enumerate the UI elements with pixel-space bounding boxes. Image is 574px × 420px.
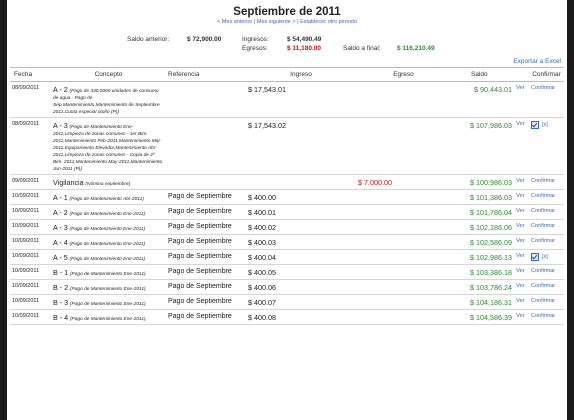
row-concept-code: B - 3	[53, 298, 69, 307]
saldo-anterior-value: $ 72,900.00	[187, 36, 222, 43]
row-concept	[51, 265, 166, 280]
row-reference: Pago de Septiembre	[166, 190, 246, 205]
ledger-page	[7, 0, 567, 420]
row-concept-code: A - 3	[53, 223, 68, 232]
row-ver-link[interactable]: Ver	[514, 175, 529, 190]
unconfirm-link[interactable]: [x]	[542, 122, 548, 129]
row-ver-link[interactable]: Ver	[514, 118, 529, 175]
row-reference: Pago de Septiembre	[166, 235, 246, 250]
row-date: 10/09/2011	[10, 280, 51, 295]
row-concept-code: B - 1	[53, 268, 69, 277]
set-period-link[interactable]: Establecer otro periodo	[300, 19, 357, 25]
period-nav	[7, 19, 567, 25]
row-date: 08/09/2011	[10, 118, 51, 175]
row-egreso	[356, 82, 451, 118]
row-concept	[51, 205, 166, 220]
confirmed-checkbox[interactable]	[531, 121, 539, 129]
row-concept-code: A - 3	[53, 121, 68, 130]
row-concept-code: A - 4	[53, 238, 68, 247]
row-reference: Pago de Septiembre	[166, 265, 246, 280]
row-concept-code: A - 2	[53, 208, 68, 217]
row-egreso	[356, 250, 451, 265]
row-date: 10/09/2011	[10, 310, 51, 325]
col-confirmar: Confirmar	[529, 68, 564, 82]
row-egreso	[356, 235, 451, 250]
table-row	[10, 265, 564, 280]
table-row	[10, 295, 564, 310]
row-egreso	[356, 310, 451, 325]
row-reference	[166, 118, 246, 175]
row-reference	[166, 175, 246, 190]
table-row	[10, 235, 564, 250]
table-row	[10, 310, 564, 325]
row-concept-detail: (Pago de Mantenimiento Ene-2011)	[69, 287, 146, 292]
table-row	[10, 82, 564, 118]
col-egreso: Egreso	[356, 68, 451, 82]
row-reference: Pago de Septiembre	[166, 250, 246, 265]
row-concept	[51, 250, 166, 265]
row-concept	[51, 82, 166, 118]
row-ver-link[interactable]: Ver	[514, 220, 529, 235]
row-reference: Pago de Septiembre	[166, 295, 246, 310]
row-concept-code: A - 1	[53, 193, 68, 202]
row-saldo: $ 102,586.09	[451, 235, 514, 250]
row-concept-detail: (Pago de Mantenimiento Ene-2011)	[69, 272, 146, 277]
row-saldo: $ 90,443.01	[451, 82, 514, 118]
col-saldo: Saldo	[451, 68, 529, 82]
row-confirm-cell[interactable]	[529, 250, 564, 265]
row-reference: Pago de Septiembre	[166, 220, 246, 235]
row-ingreso: $ 400.01	[246, 205, 356, 220]
row-concept	[51, 220, 166, 235]
row-egreso: $ 7,000.00	[356, 175, 451, 190]
row-concept-detail: (Pago de Mantenimiento Abr-2011)	[69, 197, 144, 202]
confirmed-checkbox[interactable]	[531, 253, 539, 261]
row-date: 08/09/2011	[10, 82, 51, 118]
row-reference: Pago de Septiembre	[166, 310, 246, 325]
col-concepto: Concepto	[51, 68, 166, 82]
row-egreso	[356, 220, 451, 235]
row-ingreso: $ 400.06	[246, 280, 356, 295]
row-ver-link[interactable]: Ver	[514, 205, 529, 220]
row-concept-detail: (Nómina septiembre)	[85, 182, 131, 187]
row-ver-link[interactable]: Ver	[514, 82, 529, 118]
row-concept-detail: (Pago de 330,0000 unidades de consumo de agua - Pago de Sep,Mantenimiento,Mantenimiento de Septiembre 2011,Cuota especial otoño (P))	[53, 89, 160, 115]
unconfirm-link[interactable]: [x]	[542, 254, 548, 261]
row-saldo: $ 102,986.13	[451, 250, 514, 265]
row-date: 10/09/2011	[10, 295, 51, 310]
row-ingreso: $ 400.05	[246, 265, 356, 280]
table-row	[10, 190, 564, 205]
row-ver-link[interactable]: Ver	[514, 265, 529, 280]
row-egreso	[356, 205, 451, 220]
row-ingreso: $ 400.04	[246, 250, 356, 265]
nav-separator: |	[253, 19, 256, 25]
row-concept	[51, 310, 166, 325]
row-concept	[51, 175, 166, 190]
row-saldo: $ 101,386.03	[451, 190, 514, 205]
row-confirm-link[interactable]: Confirmar	[529, 265, 564, 280]
row-ingreso: $ 400.02	[246, 220, 356, 235]
ledger-table	[10, 67, 564, 325]
nav-separator: |	[297, 19, 299, 25]
row-saldo: $ 103,386.18	[451, 265, 514, 280]
row-concept-detail: (Pago de Mantenimiento Ene-2011)	[69, 317, 146, 322]
ingresos-value: $ 54,490.49	[287, 36, 322, 43]
row-ver-link[interactable]: Ver	[514, 235, 529, 250]
row-date: 10/09/2011	[10, 190, 51, 205]
row-ver-link[interactable]: Ver	[514, 295, 529, 310]
table-row	[10, 118, 564, 175]
ingresos-label: Ingresos:	[242, 36, 269, 43]
export-excel-link[interactable]: Exportar a Excel	[513, 58, 561, 65]
page-title: Septiembre de 2011	[233, 6, 341, 18]
next-month-link[interactable]: Mes siguiente >	[256, 19, 296, 25]
row-saldo: $ 104,186.31	[451, 295, 514, 310]
prev-month-link[interactable]: < Mes anterior	[217, 19, 253, 25]
table-row	[10, 280, 564, 295]
row-concept-detail: (Pago de Mantenimiento Ene-2011)	[69, 227, 146, 232]
row-reference: Pago de Septiembre	[166, 280, 246, 295]
table-row	[10, 175, 564, 190]
table-header-row	[10, 68, 564, 82]
row-ingreso: $ 400.03	[246, 235, 356, 250]
row-egreso	[356, 265, 451, 280]
table-row	[10, 220, 564, 235]
row-concept	[51, 280, 166, 295]
saldo-final-value: $ 116,210.49	[397, 45, 435, 52]
table-row	[10, 205, 564, 220]
row-saldo: $ 101,786.04	[451, 205, 514, 220]
row-ingreso	[246, 175, 356, 190]
row-concept-detail: (Pago de Mantenimiento Ene-2011)	[69, 257, 146, 262]
row-concept-code: A - 5	[53, 253, 68, 262]
row-ver-link[interactable]: Ver	[514, 280, 529, 295]
row-date: 10/09/2011	[10, 265, 51, 280]
row-confirm-link[interactable]: Confirmar	[529, 310, 564, 325]
row-ingreso: $ 400.07	[246, 295, 356, 310]
row-saldo: $ 107,986.03	[451, 118, 514, 175]
col-ingreso: Ingreso	[246, 68, 356, 82]
row-egreso	[356, 118, 451, 175]
row-confirm-cell[interactable]	[529, 118, 564, 175]
row-ver-link[interactable]: Ver	[514, 190, 529, 205]
row-ingreso: $ 17,543.02	[246, 118, 356, 175]
row-concept-detail: (Pago de Mantenimiento Ene-2011,Limpieza de zonas comunes - 1er Bim. 2011,Mantenimiento Feb-2011,Mantenimiento Mar-2011,Equipamiento Elevador,Mantenimiento Abr-2011,Limpieza de zonas comunes - Copia de 2º Bim. 2011,Mantenimiento May-2011,Mantenimiento Jun-2011 (P))	[53, 125, 163, 172]
row-concept	[51, 118, 166, 175]
row-saldo: $ 103,786.24	[451, 280, 514, 295]
row-date: 10/09/2011	[10, 250, 51, 265]
row-confirm-link[interactable]: Confirmar	[529, 175, 564, 190]
row-date: 09/09/2011	[10, 175, 51, 190]
row-confirm-link[interactable]: Confirmar	[529, 205, 564, 220]
col-fecha: Fecha	[10, 68, 51, 82]
row-confirm-link[interactable]: Confirmar	[529, 280, 564, 295]
row-egreso	[356, 280, 451, 295]
row-egreso	[356, 190, 451, 205]
row-concept	[51, 295, 166, 310]
row-egreso	[356, 295, 451, 310]
egresos-value: $ 11,180.00	[287, 45, 321, 52]
row-concept-detail: (Pago de Mantenimiento Ene-2011)	[69, 302, 146, 307]
saldo-anterior-label: Saldo anterior:	[127, 36, 170, 43]
row-reference: Pago de Septiembre	[166, 205, 246, 220]
row-concept-code: B - 4	[53, 313, 69, 322]
row-concept	[51, 235, 166, 250]
row-ver-link[interactable]: Ver	[514, 310, 529, 325]
row-ver-link[interactable]: Ver	[514, 250, 529, 265]
row-concept-code: B - 2	[53, 283, 69, 292]
row-concept-detail: (Pago de Mantenimiento Ene-2011)	[69, 212, 146, 217]
col-referencia: Referencia	[166, 68, 246, 82]
row-saldo: $ 100,986.03	[451, 175, 514, 190]
row-confirm-link[interactable]: Confirmar	[529, 190, 564, 205]
saldo-final-label: Saldo a final:	[343, 45, 381, 52]
row-confirm-link[interactable]: Confirmar	[529, 82, 564, 118]
row-concept-code: Vigilancia	[53, 178, 84, 187]
row-concept	[51, 190, 166, 205]
row-date: 10/09/2011	[10, 205, 51, 220]
row-saldo: $ 102,186.06	[451, 220, 514, 235]
row-ingreso: $ 400.08	[246, 310, 356, 325]
row-saldo: $ 104,586.39	[451, 310, 514, 325]
table-row	[10, 250, 564, 265]
row-reference	[166, 82, 246, 118]
row-ingreso: $ 400.00	[246, 190, 356, 205]
row-confirm-link[interactable]: Confirmar	[529, 295, 564, 310]
row-confirm-link[interactable]: Confirmar	[529, 235, 564, 250]
egresos-label: Egresos:	[242, 45, 268, 52]
row-concept-code: A - 2	[53, 85, 68, 94]
row-ingreso: $ 17,543.01	[246, 82, 356, 118]
row-date: 10/09/2011	[10, 235, 51, 250]
row-concept-detail: (Pago de Mantenimiento Ene-2011)	[69, 242, 146, 247]
row-date: 10/09/2011	[10, 220, 51, 235]
row-confirm-link[interactable]: Confirmar	[529, 220, 564, 235]
